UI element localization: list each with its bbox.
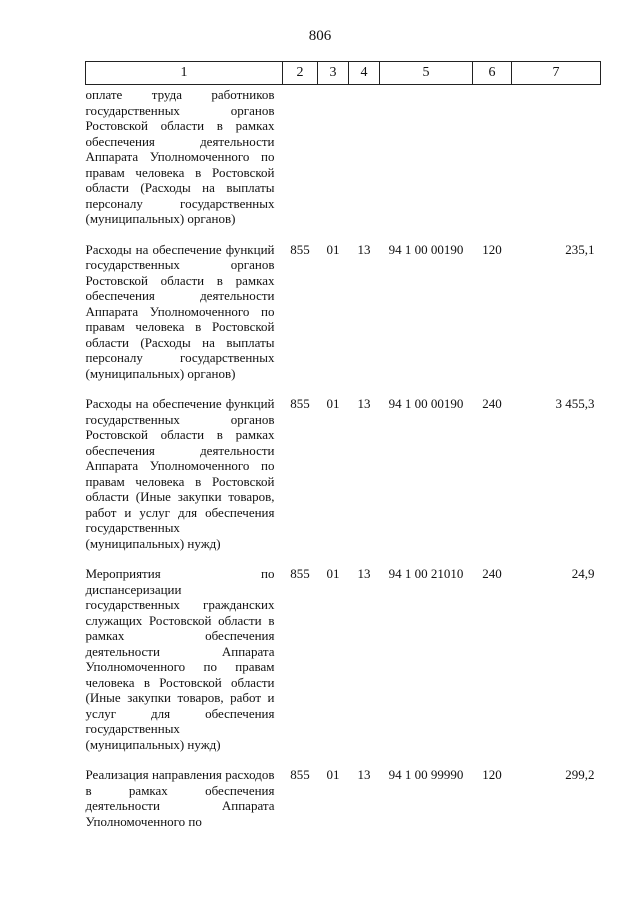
column-header: 4 <box>349 62 380 85</box>
expense-type-code: 240 <box>482 396 502 411</box>
column-header: 6 <box>473 62 512 85</box>
section-code <box>318 85 349 242</box>
ministry-code: 855 <box>290 566 310 581</box>
target-article-code: 94 1 00 00190 <box>388 241 464 257</box>
column-header: 7 <box>512 62 601 85</box>
subsection-code: 13 <box>357 566 371 581</box>
section-code: 01 <box>326 241 340 257</box>
target-article-code: 94 1 00 21010 <box>388 566 464 581</box>
table-row <box>86 767 601 829</box>
expense-name: оплате труда работников государственных органов Ростовской области в рамках обеспечения деятельности Аппарата Уполномоченного по правам человека в Ростовской области (Расходы на выплаты персоналу государственных (муниципальных) органов) <box>85 87 275 226</box>
section-code: 01 <box>326 566 340 581</box>
section-code: 01 <box>326 767 340 782</box>
column-header: 2 <box>283 62 318 85</box>
expense-name: Расходы на обеспечение функций государственных органов Ростовской области в рамках обеспечения деятельности Аппарата Уполномоченного по правам человека в Ростовской области (Иные закупки товаров, работ и услуг для обеспечения государственных (муниципальных) нужд) <box>85 396 275 551</box>
ministry-code: 855 <box>290 767 310 782</box>
expense-type-code: 120 <box>482 767 502 782</box>
amount: 3 455,3 <box>555 396 595 411</box>
subsection-code: 13 <box>357 767 371 782</box>
amount: 235,1 <box>565 241 595 257</box>
target-article-code <box>380 85 473 242</box>
expense-type-code: 120 <box>482 241 502 257</box>
page-number: 806 <box>308 28 332 44</box>
section-code: 01 <box>326 396 340 411</box>
subsection-code <box>349 85 380 242</box>
column-header: 1 <box>86 62 283 85</box>
expense-name: Реализация направления расходов в рамках обеспечения деятельности Аппарата Уполномоченного по <box>85 767 275 829</box>
budget-table <box>85 61 601 829</box>
expense-type-code: 240 <box>482 566 502 581</box>
expense-type-code <box>473 85 512 242</box>
table-row <box>86 85 601 242</box>
subsection-code: 13 <box>357 241 371 257</box>
column-header: 3 <box>318 62 349 85</box>
subsection-code: 13 <box>357 396 371 411</box>
amount <box>512 85 601 242</box>
column-number-header <box>86 62 601 85</box>
ministry-code: 855 <box>290 396 310 411</box>
target-article-code: 94 1 00 99990 <box>388 767 464 782</box>
target-article-code: 94 1 00 00190 <box>388 396 464 411</box>
amount: 299,2 <box>565 767 595 782</box>
table-row <box>86 566 601 767</box>
expense-name: Расходы на обеспечение функций государственных органов Ростовской области в рамках обеспечения деятельности Аппарата Уполномоченного по правам человека в Ростовской области (Расходы на выплаты персоналу государственных (муниципальных) органов) <box>85 241 275 381</box>
ministry-code: 855 <box>290 241 310 257</box>
ministry-code <box>283 85 318 242</box>
amount: 24,9 <box>571 566 595 581</box>
expense-name: Мероприятия по диспансеризации государственных гражданских служащих Ростовской области в рамках обеспечения деятельности Аппарата Уполномоченного по правам человека в Ростовской области (Иные закупки товаров, работ и услуг для обеспечения государственных (муниципальных) нужд) <box>85 566 275 752</box>
column-header: 5 <box>380 62 473 85</box>
table-row <box>86 396 601 566</box>
table-row <box>86 242 601 397</box>
